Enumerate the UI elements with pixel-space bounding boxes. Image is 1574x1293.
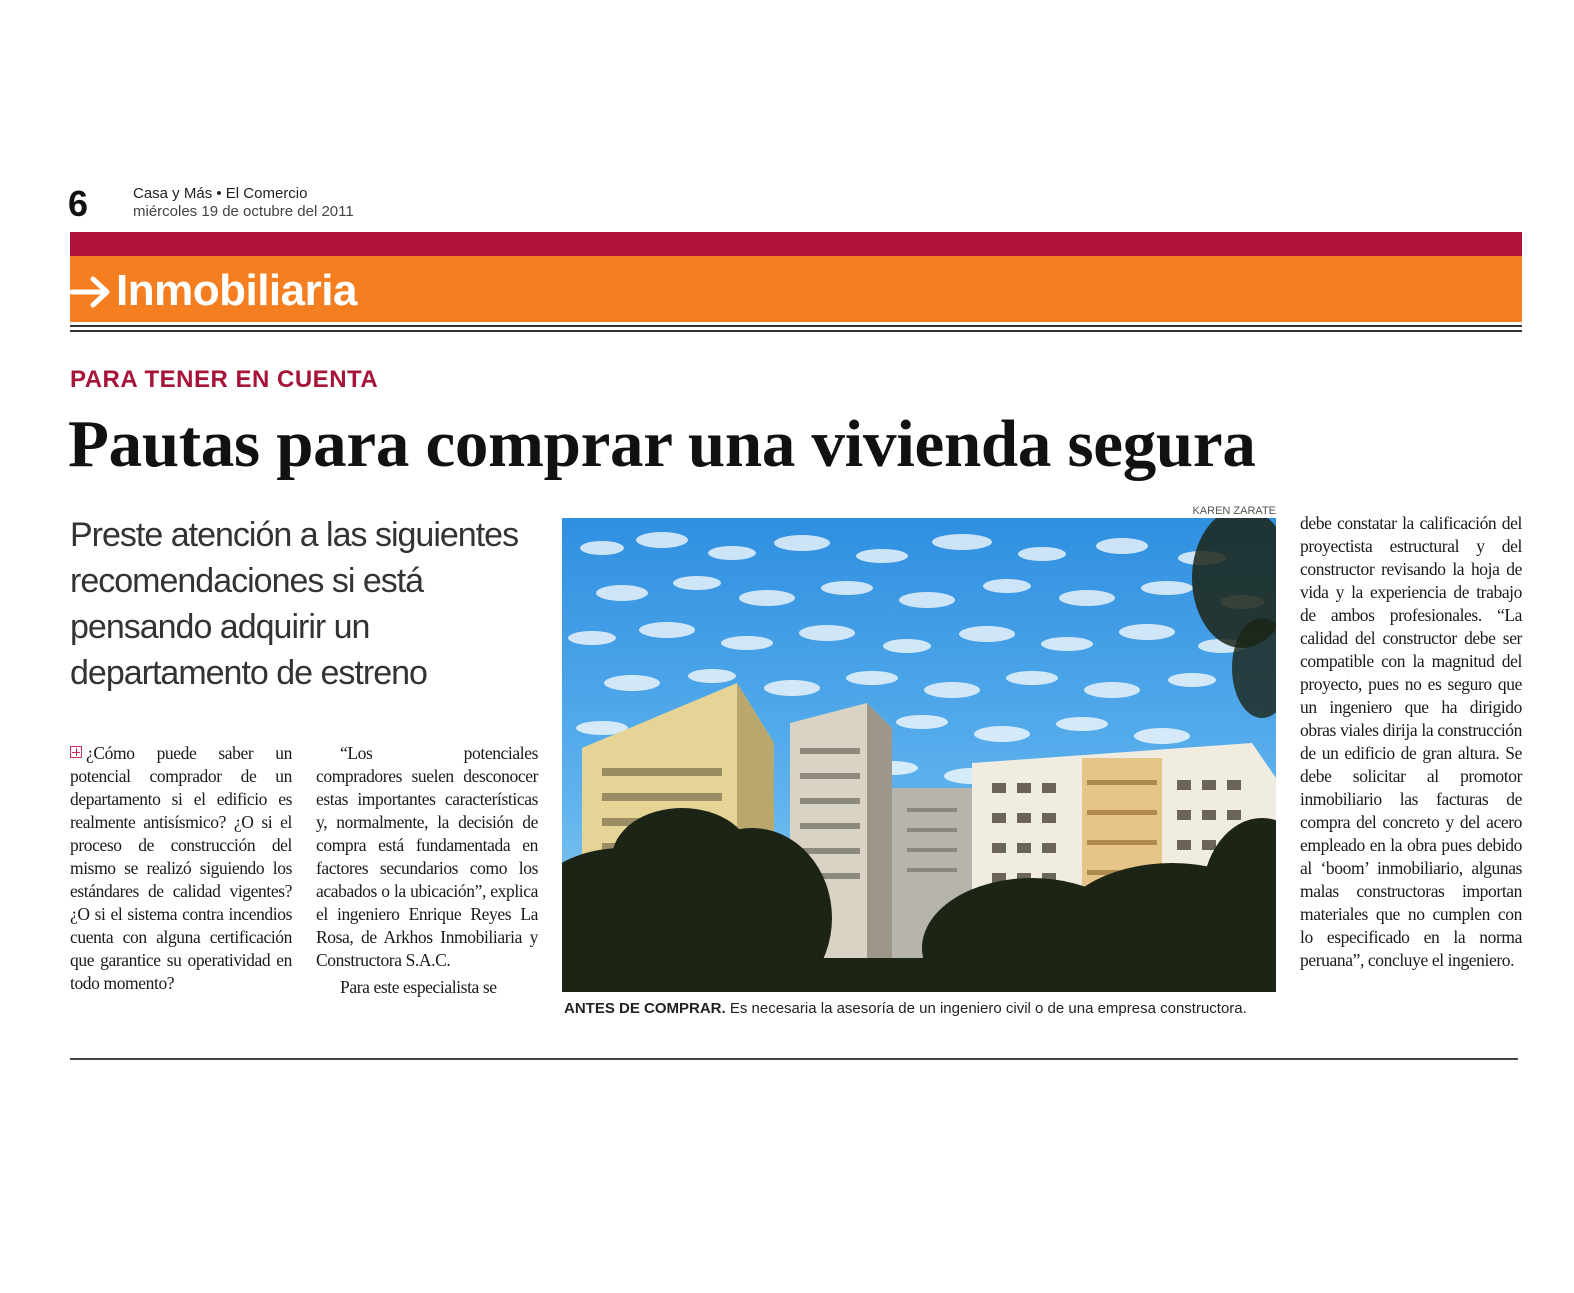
buildings-photo-illustration bbox=[562, 518, 1276, 992]
photo-credit: KAREN ZARATE bbox=[1192, 505, 1276, 517]
caption-label: ANTES DE COMPRAR. bbox=[564, 1000, 726, 1017]
article-photo bbox=[562, 518, 1276, 992]
section-banner-rule bbox=[70, 330, 1522, 332]
plus-box-icon bbox=[70, 746, 82, 758]
article-headline: Pautas para comprar una vivienda segura bbox=[68, 407, 1256, 481]
caption-text: Es necesaria la asesoría de un ingeniero civil o de una empresa constructora. bbox=[725, 1000, 1247, 1017]
article-kicker: PARA TENER EN CUENTA bbox=[70, 366, 379, 393]
section-banner-rule bbox=[70, 325, 1522, 327]
column-1-text: ¿Cómo puede saber un potencial comprador de un departamento si el edificio es realmente antisísmico? ¿O si el proceso de construcción del mismo se realizó siguiendo los estándares de calidad vigentes? ¿O si el sistema contra incendios cuenta con alguna certificación que garantice su operatividad en todo momento? bbox=[70, 743, 292, 993]
page-bottom-rule bbox=[70, 1058, 1518, 1060]
publication-name: Casa y Más • El Comercio bbox=[133, 185, 308, 202]
article-column-3 bbox=[1300, 512, 1522, 972]
article-column-1 bbox=[70, 742, 292, 995]
section-title: Inmobiliaria bbox=[116, 266, 357, 315]
article-deck: Preste atención a las siguientes recomendaciones si está pensando adquirir un departamento de estreno bbox=[70, 516, 519, 692]
photo-caption bbox=[564, 999, 1284, 1019]
arrow-right-icon bbox=[66, 260, 114, 320]
article-column-2 bbox=[316, 742, 538, 999]
publication-date: miércoles 19 de octubre del 2011 bbox=[133, 203, 354, 220]
column-3-text: debe constatar la calificación del proyectista estructural y del constructor revisando la hoja de vida y la experiencia de trabajo de ambos profesionales. “La calidad del constructor debe ser compatible con la magnitud del proyecto, pues no es seguro que un ingeniero que ha dirigido obras viales dirija la construcción de un edificio de gran altura. Se debe solicitar al promotor inmobiliario las facturas de compra del concreto y del acero empleado en la obra pues debido al ‘boom’ inmobiliario, algunas malas constructoras importan materiales que no cumplen con lo especificado en la norma peruana”, concluye el ingeniero. bbox=[1300, 513, 1522, 970]
section-banner-red-stripe bbox=[70, 232, 1522, 256]
column-2-paragraph-2: Para este especialista se bbox=[340, 977, 497, 997]
column-2-paragraph-1: “Los potenciales compradores suelen desconocer estas importantes características y, normalmente, la decisión de compra está fundamentada en factores secundarios como los acabados o la ubicación”, explica el ingeniero Enrique Reyes La Rosa, de Arkhos Inmobiliaria y Constructora S.A.C. bbox=[316, 743, 538, 970]
page-number: 6 bbox=[68, 183, 89, 224]
